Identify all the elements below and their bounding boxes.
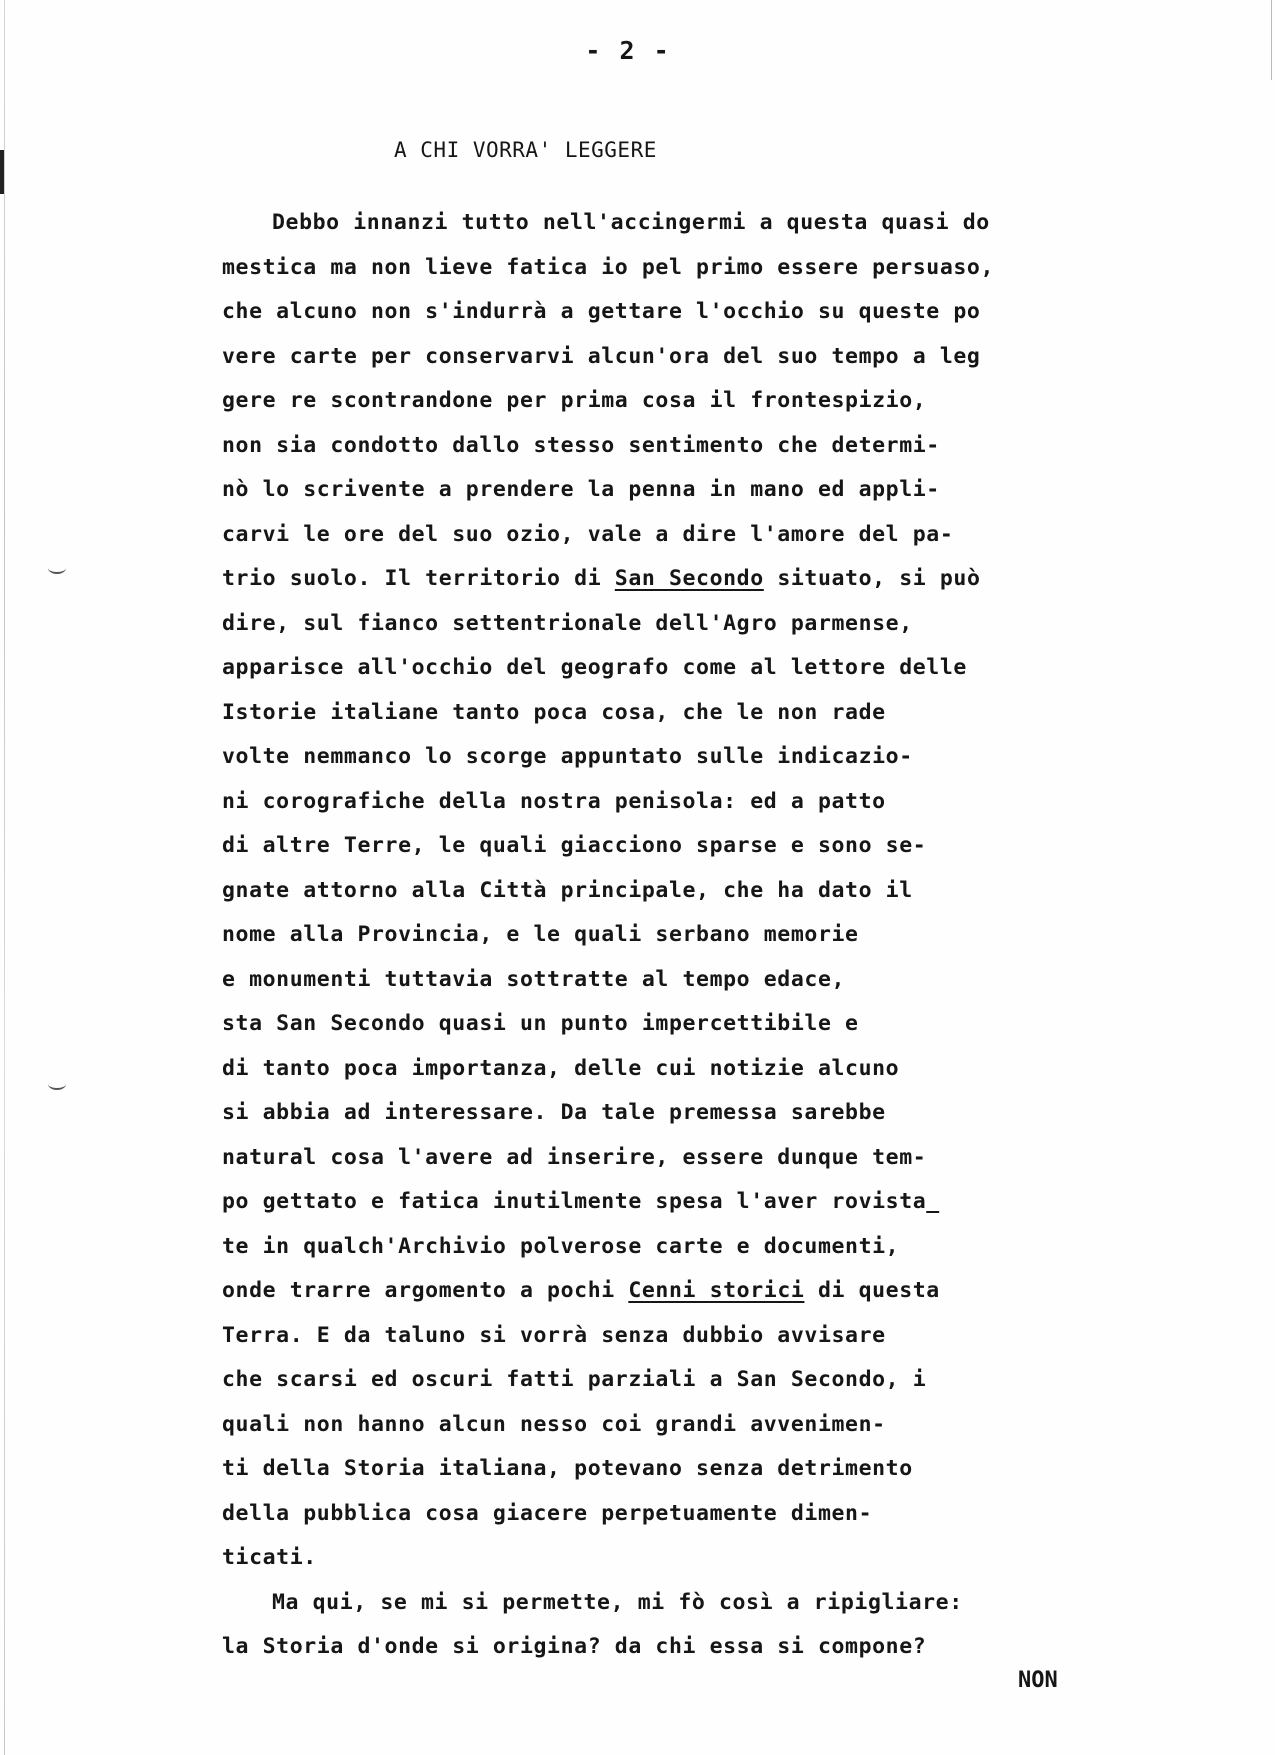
text-line: carvi le ore del suo ozio, vale a dire l'amore del pa- [222,521,954,547]
text-line: di altre Terre, le quali giacciono sparse e sono se- [222,833,927,858]
text-line [222,564,1122,609]
text-line: sta San Secondo quasi un punto impercettibile e [222,1011,859,1036]
scan-right-edge [1271,0,1272,80]
text-line: Ma qui, se mi si permette, mi fò così a ripigliare: [272,1589,963,1615]
text-segment: onde trarre argomento a pochi [222,1278,629,1303]
text-line: gnate attorno alla Città principale, che ha dato il [222,877,913,903]
text-line: Terra. E da taluno si vorrà senza dubbio avvisare [222,1322,886,1348]
text-segment: di questa [804,1278,940,1303]
text-line: mestica ma non lieve fatica io pel primo essere persuaso, [222,254,995,280]
text-line: natural cosa l'avere ad inserire, essere dunque tem- [222,1144,927,1170]
scan-edge-mark [0,150,4,194]
text-segment: trio suolo. Il territorio di [222,566,615,591]
underlined-text: San Secondo [614,566,764,591]
text-line: ni corografiche della nostra penisola: ed a patto [222,788,886,814]
text-line: apparisce all'occhio del geografo come al lettore delle [222,655,967,680]
text-line: non sia condotto dallo stesso sentimento che determi- [222,432,940,458]
text-line: dire, sul fianco settentrionale dell'Agro parmense, [222,610,913,636]
text-line: te in qualch'Archivio polverose carte e documenti, [222,1233,900,1259]
text-line: che scarsi ed oscuri fatti parziali a San Secondo, i [222,1367,927,1392]
page-number: - 2 - [585,36,671,65]
text-line: nò lo scrivente a prendere la penna in mano ed appli- [222,477,940,502]
text-line: della pubblica cosa giacere perpetuamente dimen- [222,1500,873,1526]
text-line: volte nemmanco lo scorge appuntato sulle indicazio- [222,744,913,769]
underlined-text: Cenni storici [628,1278,805,1303]
text-line: Debbo innanzi tutto nell'accingermi a questa quasi do [272,210,990,235]
body-text [222,208,1122,1677]
text-line: nome alla Provincia, e le quali serbano memorie [222,922,859,947]
text-line: che alcuno non s'indurrà a gettare l'occhio su queste po [222,299,981,324]
text-line: di tanto poca importanza, delle cui notizie alcuno [222,1055,900,1081]
scan-left-edge [4,0,5,1755]
text-line: quali non hanno alcun nesso coi grandi avvenimen- [222,1411,886,1437]
text-line: vere carte per conservarvi alcun'ora del suo tempo a leg [222,343,981,369]
margin-mark [48,1078,66,1090]
text-line [222,1276,1122,1321]
text-line: la Storia d'onde si origina? da chi essa si compone? [222,1634,927,1659]
text-line: e monumenti tuttavia sottratte al tempo edace, [222,966,846,992]
text-line: gere re scontrandone per prima cosa il frontespizio, [222,388,927,413]
text-line: ti della Storia italiana, potevano senza detrimento [222,1456,913,1481]
text-line: po gettato e fatica inutilmente spesa l'aver rovista_ [222,1189,940,1214]
text-line: Istorie italiane tanto poca cosa, che le non rade [222,699,886,725]
margin-mark [48,562,66,574]
text-line: si abbia ad interessare. Da tale premessa sarebbe [222,1100,886,1125]
text-line: ticati. [222,1545,317,1570]
page-heading: A CHI VORRA' LEGGERE [394,138,657,162]
catchword: NON [1018,1668,1058,1693]
text-segment: situato, si può [763,566,981,591]
